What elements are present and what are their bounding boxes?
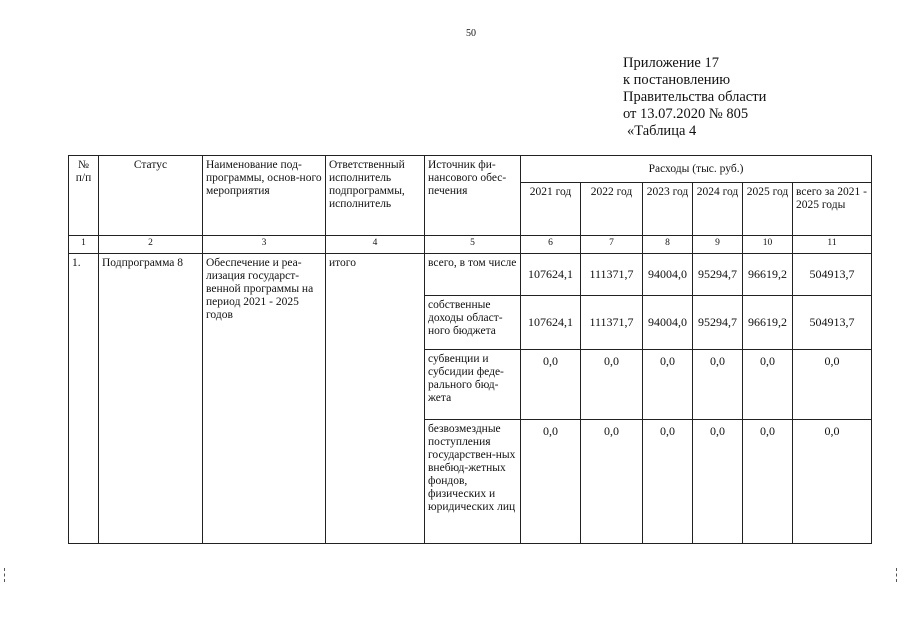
value-cell: 0,0 — [643, 420, 693, 544]
column-number: 1 — [69, 236, 99, 254]
column-number: 2 — [99, 236, 203, 254]
appendix-line: к постановлению — [623, 72, 731, 88]
page-number: 50 — [466, 28, 476, 39]
value-cell: 0,0 — [693, 420, 743, 544]
row-executor: итого — [326, 254, 425, 544]
header-year: 2024 год — [693, 183, 743, 236]
value-cell: 0,0 — [581, 350, 643, 420]
column-number: 10 — [743, 236, 793, 254]
appendix-line: «Таблица 4 — [627, 123, 697, 139]
value-cell: 95294,7 — [693, 296, 743, 350]
value-cell: 107624,1 — [521, 296, 581, 350]
header-year: 2023 год — [643, 183, 693, 236]
value-cell: 0,0 — [643, 350, 693, 420]
header-year-total: всего за 2021 - 2025 годы — [793, 183, 872, 236]
scan-edge-mark — [896, 568, 899, 582]
source-label: собственные доходы област-ного бюджета — [425, 296, 521, 350]
row-num: 1. — [69, 254, 99, 544]
value-cell: 0,0 — [521, 350, 581, 420]
column-number: 9 — [693, 236, 743, 254]
value-cell: 111371,7 — [581, 254, 643, 296]
row-name: Обеспечение и реа-лизация государст-венной программы на период 2021 - 2025 годов — [203, 254, 326, 544]
header-num: № п/п — [69, 156, 99, 236]
column-number: 8 — [643, 236, 693, 254]
value-cell: 0,0 — [743, 350, 793, 420]
appendix-line: от 13.07.2020 № 805 — [623, 106, 749, 122]
appendix-line: Приложение 17 — [623, 55, 719, 71]
column-number: 6 — [521, 236, 581, 254]
column-number: 11 — [793, 236, 872, 254]
header-source: Источник фи-нансового обес-печения — [425, 156, 521, 236]
header-name: Наименование под-программы, основ-ного мероприятия — [203, 156, 326, 236]
value-cell: 95294,7 — [693, 254, 743, 296]
value-cell: 504913,7 — [793, 296, 872, 350]
value-cell: 0,0 — [793, 420, 872, 544]
column-number: 4 — [326, 236, 425, 254]
source-label: субвенции и субсидии феде-рального бюд-жета — [425, 350, 521, 420]
expenses-table — [68, 155, 872, 544]
value-cell: 0,0 — [581, 420, 643, 544]
header-year: 2021 год — [521, 183, 581, 236]
value-cell: 94004,0 — [643, 254, 693, 296]
value-cell: 96619,2 — [743, 296, 793, 350]
column-numbers-row — [69, 236, 872, 254]
column-number: 3 — [203, 236, 326, 254]
value-cell: 504913,7 — [793, 254, 872, 296]
table-row — [69, 254, 872, 296]
header-year: 2022 год — [581, 183, 643, 236]
value-cell: 111371,7 — [581, 296, 643, 350]
appendix-line: Правительства области — [623, 89, 767, 105]
header-status: Статус — [99, 156, 203, 236]
value-cell: 94004,0 — [643, 296, 693, 350]
value-cell: 0,0 — [793, 350, 872, 420]
header-expenses: Расходы (тыс. руб.) — [521, 156, 872, 183]
header-row — [69, 156, 872, 183]
column-number: 5 — [425, 236, 521, 254]
source-label: безвозмездные поступления государствен-ных внебюд-жетных фондов, физических и юридических лиц — [425, 420, 521, 544]
value-cell: 0,0 — [743, 420, 793, 544]
header-year: 2025 год — [743, 183, 793, 236]
row-status: Подпрограмма 8 — [99, 254, 203, 544]
source-label: всего, в том числе — [425, 254, 521, 296]
value-cell: 0,0 — [693, 350, 743, 420]
column-number: 7 — [581, 236, 643, 254]
appendix-header — [623, 55, 766, 140]
value-cell: 0,0 — [521, 420, 581, 544]
value-cell: 96619,2 — [743, 254, 793, 296]
header-executor: Ответственный исполнитель подпрограммы, исполнитель — [326, 156, 425, 236]
scan-edge-mark — [4, 568, 7, 582]
value-cell: 107624,1 — [521, 254, 581, 296]
